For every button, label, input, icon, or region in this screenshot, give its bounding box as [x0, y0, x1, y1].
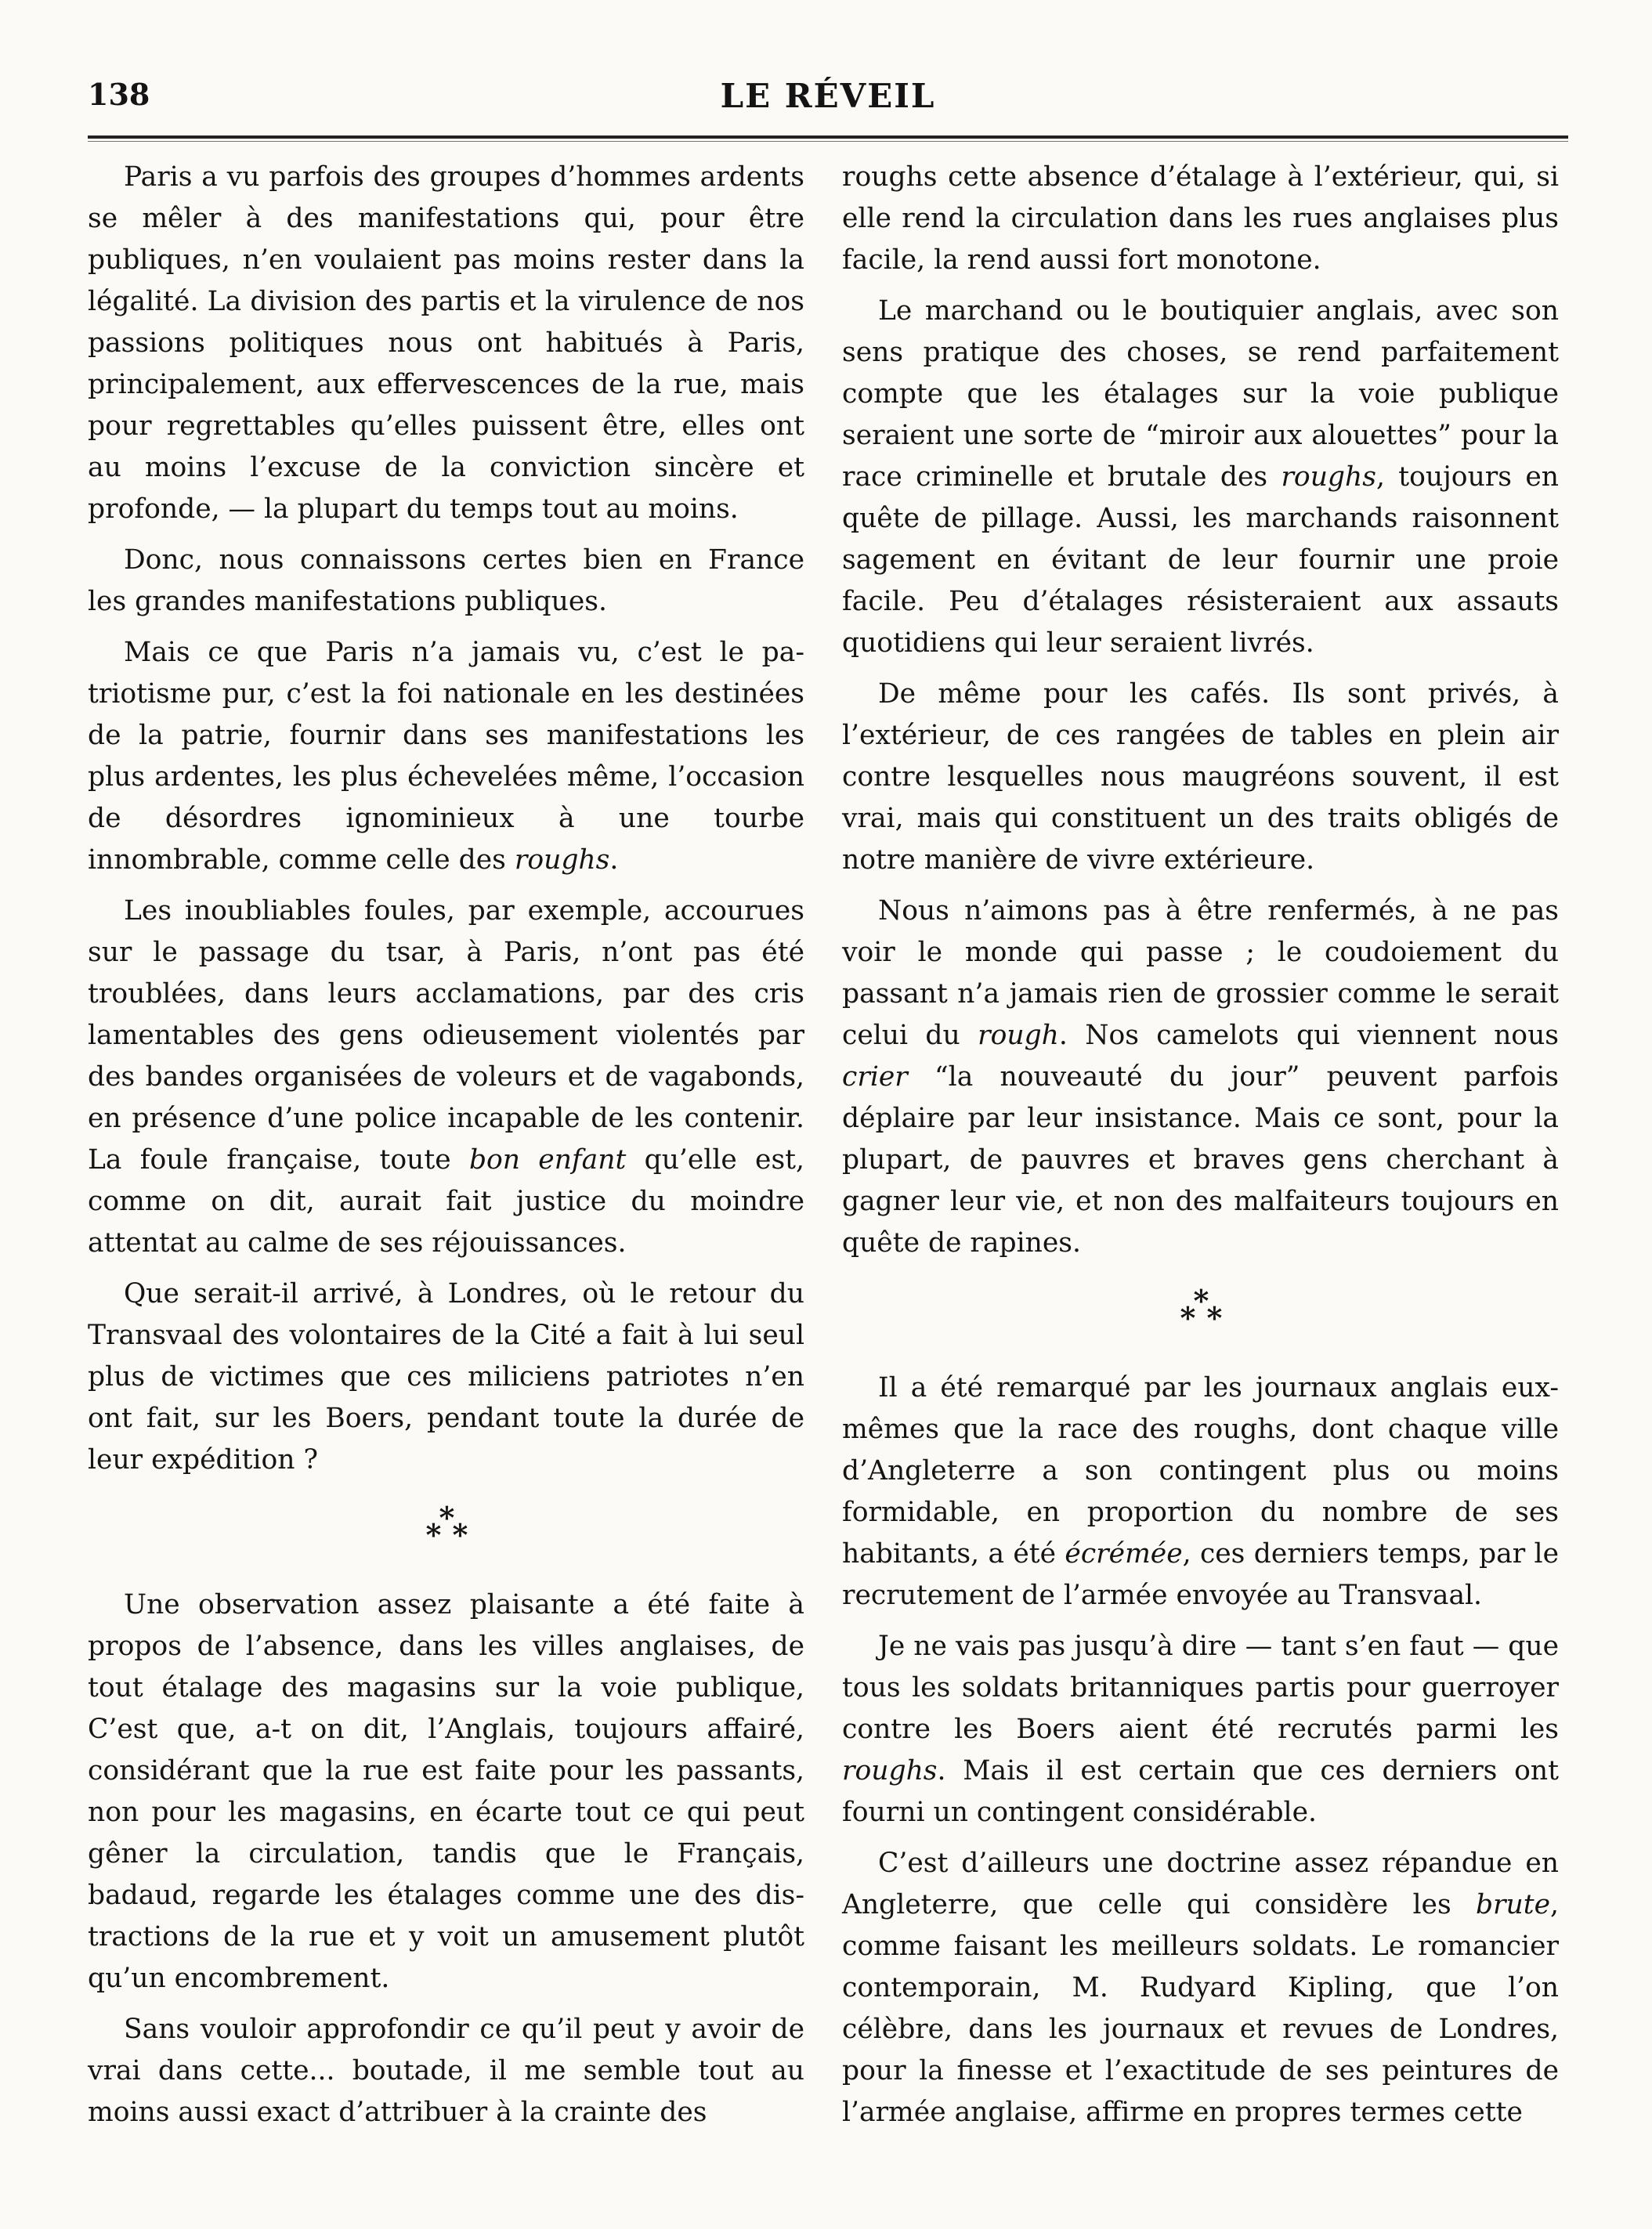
page-header [88, 77, 1568, 124]
left-column [88, 157, 804, 2143]
running-title: LE RÉVEIL [720, 77, 936, 115]
paragraph: Les inoubliables foules, par exemple, accourues sur le passage du tsar, à Paris, n’ont pas été troublées, dans leurs acclamations, par des cris lamentables des gens odieusement violentés par des bandes organisées de voleurs et de vagabonds, en présence d’une police incapable de les contenir. La foule française, toute bon enfant qu’elle est, comme on dit, aurait fait justice du moindre attentat au calme de ses réjouissances. [88, 895, 804, 1259]
italic-term: brute [1475, 1889, 1551, 1920]
section-asterism: * * * [425, 1500, 468, 1552]
italic-term: roughs [514, 844, 610, 876]
paragraph: Mais ce que Paris n’a jamais vu, c’est le patriotisme pur, c’est la foi nationale en les destinées de la patrie, fournir dans ses manifestations les plus ardentes, les plus échevelées même, l’occasion de désordres ignominieux à une tourbe innombrable, comme celle des roughs. [88, 637, 804, 876]
italic-term: roughs [842, 1755, 938, 1786]
header-rule-thin [88, 141, 1568, 142]
paragraph: C’est d’ailleurs une doctrine assez répandue en Angleterre, que celle qui considère les brute, comme faisant les meilleurs soldats. Le romancier contemporain, M. Rudyard Kipling, que l’on célèbre, dans les journaux et revues de Londres, pour la finesse et l’exactitude de ses peintures de l’armée anglaise, affirme en propres termes cette [842, 1848, 1559, 2128]
italic-term: crier [842, 1061, 908, 1093]
header-rule [88, 135, 1568, 139]
italic-term: bon enfant [468, 1144, 627, 1176]
paragraph: Il a été remarqué par les journaux anglais eux-mêmes que la race des roughs, dont chaque ville d’Angleterre a son contingent plus ou moins formidable, en proportion du nombre de ses habitants, a été écrémée, ces derniers temps, par le recrutement de l’armée envoyée au Transvaal. [842, 1372, 1560, 1611]
italic-term: écrémée [1065, 1538, 1183, 1570]
paragraph: Nous n’aimons pas à être renfermés, à ne pas voir le monde qui passe ; le coudoiement du passant n’a jamais rien de grossier comme le serait celui du rough. Nos camelots qui viennent nous crier “la nouveauté du jour” peuvent parfois déplaire par leur insistance. Mais ce sont, pour la plupart, de pauvres et braves gens cherchant à gagner leur vie, et non des malfaiteurs toujours en quête de rapines. [842, 895, 1559, 1259]
paragraph: Paris a vu parfois des groupes d’hommes ardents se mêler à des manifestations qui, pour être publiques, n’en voulaient pas moins rester dans la légalité. La division des partis et la virulence de nos passions politiques nous ont habitués à Paris, principalement, aux effervescences de la rue, mais pour regrettables qu’elles puissent être, elles ont au moins l’excuse de la conviction sincère et profonde, — la plupart du temps tout au moins. [88, 161, 804, 525]
italic-term: rough [978, 1020, 1059, 1051]
section-asterism: * * * [1180, 1283, 1223, 1335]
page-number: 138 [88, 77, 150, 112]
paragraph: Que serait-il arrivé, à Londres, où le retour du Transvaal des volontaires de la Cité a fait à lui seul plus de victimes que ces miliciens patriotes n’en ont fait, sur les Boers, pendant toute la durée de leur expédition ? [88, 1278, 804, 1476]
right-column [842, 157, 1559, 2143]
paragraph: Une observation assez plaisante a été faite à propos de l’absence, dans les villes anglaises, de tout étalage des magasins sur la voie publique, C’est que, a-t on dit, l’Anglais, toujours affairé, considérant que la rue est faite pour les passants, non pour les magasins, en écarte tout ce qui peut gêner la circulation, tandis que le Français, badaud, regarde les étalages comme une des distractions de la rue et y voit un amusement plutôt qu’un encombrement. [88, 1589, 804, 1994]
paragraph: Le marchand ou le boutiquier anglais, avec son sens pratique des choses, se rend parfaitement compte que les étalages sur la voie publique seraient une sorte de “miroir aux alouettes” pour la race criminelle et brutale des roughs, toujours en quête de pillage. Aussi, les marchands raisonnent sagement en évitant de leur fournir une proie facile. Peu d’étalages résisteraient aux assauts quotidiens qui leur seraient livrés. [842, 295, 1559, 659]
italic-term: roughs [1281, 461, 1376, 493]
paragraph: Sans vouloir approfondir ce qu’il peut y avoir de vrai dans cette... boutade, il me semble tout au moins aussi exact d’attribuer à la crainte des [88, 2014, 804, 2128]
paragraph: De même pour les cafés. Ils sont privés, à l’extérieur, de ces rangées de tables en plein air contre lesquelles nous maugréons souvent, il est vrai, mais qui constituent un des traits obligés de notre manière de vivre extérieure. [842, 678, 1559, 876]
paragraph-continued: roughs cette absence d’étalage à l’extérieur, qui, si elle rend la circulation dans les rues anglaises plus facile, la rend aussi fort monotone. [842, 161, 1559, 276]
paragraph: Donc, nous connaissons certes bien en France les grandes manifestations publiques. [88, 544, 804, 617]
paragraph: Je ne vais pas jusqu’à dire — tant s’en faut — que tous les soldats britanniques partis pour guerroyer contre les Boers aient été recrutés parmi les roughs. Mais il est certain que ces derniers ont fourni un contingent considérable. [842, 1631, 1559, 1828]
